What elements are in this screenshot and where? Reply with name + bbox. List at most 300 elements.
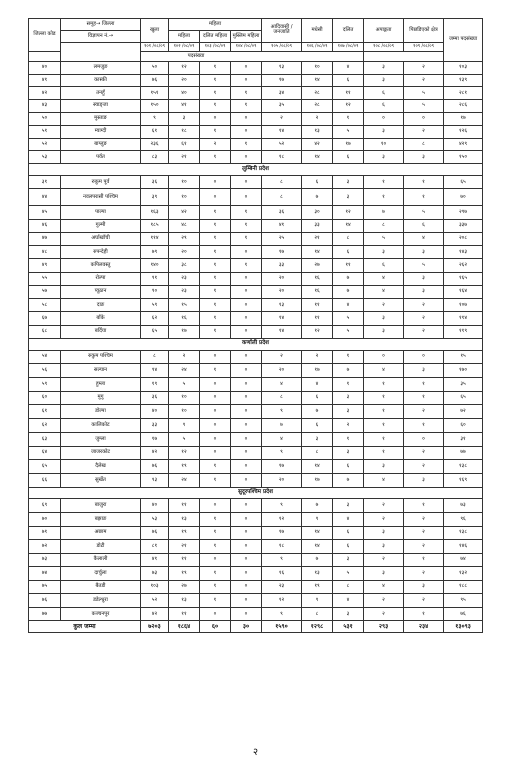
district-code: ६३ bbox=[29, 432, 61, 446]
table-row bbox=[29, 219, 483, 232]
value-cell: ३ bbox=[404, 473, 444, 487]
value-cell: ११ bbox=[333, 259, 364, 272]
table-row bbox=[29, 460, 483, 474]
table-row bbox=[29, 553, 483, 567]
row-total: ७० bbox=[444, 189, 483, 206]
value-cell: १ bbox=[364, 446, 404, 460]
value-cell: ७ bbox=[302, 405, 333, 419]
value-cell: १३ bbox=[302, 125, 333, 138]
value-cell: ० bbox=[231, 325, 262, 338]
value-cell: ० bbox=[200, 350, 231, 364]
col-mahila-group: महिला bbox=[169, 19, 262, 31]
col-district-code: जिल्ला कोड bbox=[29, 19, 61, 52]
table-row bbox=[29, 74, 483, 87]
value-cell: १८५ bbox=[141, 219, 169, 232]
value-cell: १६ bbox=[302, 272, 333, 285]
table-row bbox=[29, 125, 483, 138]
value-cell: ३ bbox=[169, 112, 200, 125]
value-cell: ० bbox=[364, 350, 404, 364]
value-cell: २८ bbox=[302, 100, 333, 113]
value-cell: ३६ bbox=[141, 391, 169, 405]
vig-num: १०९ /०८/०९ bbox=[404, 42, 444, 52]
value-cell: ३ bbox=[404, 580, 444, 594]
table-row bbox=[29, 594, 483, 608]
value-cell: १२ bbox=[302, 325, 333, 338]
total-cell: ६० bbox=[200, 621, 231, 633]
value-cell: १२ bbox=[169, 61, 200, 74]
district-code: ७० bbox=[29, 513, 61, 527]
district-code: ४० bbox=[29, 61, 61, 74]
table-row bbox=[29, 607, 483, 621]
value-cell: २ bbox=[262, 350, 302, 364]
value-cell: ० bbox=[231, 432, 262, 446]
table-row bbox=[29, 312, 483, 325]
value-cell: १ bbox=[364, 378, 404, 392]
row-total: १३८ bbox=[444, 460, 483, 474]
col-muslim-mahila: मुस्लिम महिला bbox=[231, 30, 262, 42]
col-group-district: समूह→ जिल्ला bbox=[61, 19, 141, 31]
row-total: १४३ bbox=[444, 246, 483, 259]
table-row bbox=[29, 446, 483, 460]
value-cell: २ bbox=[404, 325, 444, 338]
row-total: १५० bbox=[444, 151, 483, 164]
value-cell: ५ bbox=[404, 100, 444, 113]
value-cell: ११४ bbox=[141, 232, 169, 245]
value-cell: ३ bbox=[333, 391, 364, 405]
value-cell: २ bbox=[404, 312, 444, 325]
value-cell: ६ bbox=[333, 74, 364, 87]
value-cell: १९ bbox=[169, 526, 200, 540]
row-total: ६५ bbox=[444, 176, 483, 189]
value-cell: १९ bbox=[141, 378, 169, 392]
table-row bbox=[29, 285, 483, 298]
value-cell: ६ bbox=[333, 540, 364, 554]
value-cell: ३४ bbox=[262, 87, 302, 100]
district-name: प्यूठान bbox=[61, 285, 141, 298]
value-cell: ० bbox=[231, 446, 262, 460]
value-cell: ३ bbox=[364, 540, 404, 554]
value-cell: ७६ bbox=[141, 460, 169, 474]
vig-num: १०७ /०८/०९ bbox=[333, 42, 364, 52]
district-code: ६२ bbox=[29, 419, 61, 433]
row-total: १२६ bbox=[444, 125, 483, 138]
value-cell: ७ bbox=[302, 499, 333, 513]
table-row bbox=[29, 419, 483, 433]
value-cell: १ bbox=[200, 285, 231, 298]
value-cell: ६१ bbox=[169, 138, 200, 151]
value-cell: ३ bbox=[364, 125, 404, 138]
value-cell: २ bbox=[404, 526, 444, 540]
value-cell: ० bbox=[231, 405, 262, 419]
vig-num: १०३ /०८/०९ bbox=[200, 42, 231, 52]
value-cell: ९ bbox=[262, 607, 302, 621]
district-code: ६७ bbox=[29, 312, 61, 325]
value-cell: १५० bbox=[141, 100, 169, 113]
value-cell: २८ bbox=[302, 87, 333, 100]
value-cell: ० bbox=[231, 391, 262, 405]
value-cell: ० bbox=[200, 405, 231, 419]
value-cell: १ bbox=[231, 206, 262, 219]
value-cell: ३५ bbox=[262, 100, 302, 113]
value-cell: ७ bbox=[333, 285, 364, 298]
value-cell: ० bbox=[200, 499, 231, 513]
value-cell: ४ bbox=[364, 473, 404, 487]
value-cell: १० bbox=[302, 61, 333, 74]
value-cell: ६ bbox=[302, 419, 333, 433]
value-cell: ७ bbox=[333, 473, 364, 487]
value-cell: १० bbox=[169, 176, 200, 189]
district-name: रुपन्देही bbox=[61, 246, 141, 259]
value-cell: ३ bbox=[364, 246, 404, 259]
district-code: ५७ bbox=[29, 285, 61, 298]
recruitment-table bbox=[28, 18, 483, 633]
value-cell: ९३ bbox=[141, 473, 169, 487]
value-cell: ५२ bbox=[141, 594, 169, 608]
value-cell: ५ bbox=[169, 378, 200, 392]
value-cell: ० bbox=[231, 553, 262, 567]
value-cell: ० bbox=[231, 460, 262, 474]
value-cell: ३३ bbox=[262, 259, 302, 272]
table-row bbox=[29, 378, 483, 392]
value-cell: ९१ bbox=[141, 272, 169, 285]
value-cell: २१ bbox=[169, 540, 200, 554]
district-name: कपिलवस्तु bbox=[61, 259, 141, 272]
value-cell: ० bbox=[231, 419, 262, 433]
table-row bbox=[29, 87, 483, 100]
value-cell: ५ bbox=[404, 206, 444, 219]
district-name: तनहुँ bbox=[61, 87, 141, 100]
value-cell: ६ bbox=[333, 526, 364, 540]
value-cell: ८ bbox=[262, 189, 302, 206]
value-cell: १० bbox=[169, 189, 200, 206]
value-cell: १ bbox=[404, 553, 444, 567]
value-cell: १७ bbox=[302, 364, 333, 378]
value-cell: ११ bbox=[169, 607, 200, 621]
district-name: बाँके bbox=[61, 312, 141, 325]
value-cell: ३ bbox=[364, 61, 404, 74]
value-cell: ६ bbox=[364, 100, 404, 113]
row-total: ६० bbox=[444, 419, 483, 433]
district-name: सल्यान bbox=[61, 364, 141, 378]
value-cell: ७६ bbox=[141, 526, 169, 540]
district-code: ६८ bbox=[29, 325, 61, 338]
district-code: ५१ bbox=[29, 125, 61, 138]
col-apangata: अपाङ्गता bbox=[364, 19, 404, 43]
table-row bbox=[29, 151, 483, 164]
district-code: ४३ bbox=[29, 100, 61, 113]
value-cell: २ bbox=[364, 513, 404, 527]
value-cell: ० bbox=[231, 246, 262, 259]
value-cell: १ bbox=[200, 61, 231, 74]
value-cell: २ bbox=[364, 553, 404, 567]
value-cell: ३ bbox=[404, 364, 444, 378]
value-cell: १७ bbox=[333, 138, 364, 151]
value-cell: ० bbox=[404, 350, 444, 364]
value-cell: २० bbox=[169, 74, 200, 87]
district-name: नवलपरासी पश्चिम bbox=[61, 189, 141, 206]
value-cell: ८३ bbox=[141, 151, 169, 164]
vigyapan-label: विज्ञापन नं.→ bbox=[61, 30, 141, 42]
value-cell: १४ bbox=[302, 540, 333, 554]
value-cell: ३ bbox=[333, 607, 364, 621]
row-total: ७६ bbox=[444, 607, 483, 621]
value-cell: ३३ bbox=[141, 419, 169, 433]
value-cell: ३ bbox=[333, 499, 364, 513]
value-cell: २ bbox=[302, 350, 333, 364]
value-cell: ३ bbox=[333, 176, 364, 189]
value-cell: ८ bbox=[364, 219, 404, 232]
value-cell: १९ bbox=[302, 580, 333, 594]
value-cell: ७ bbox=[364, 206, 404, 219]
vig-num: १०६ /०८/०९ bbox=[302, 42, 333, 52]
value-cell: ५ bbox=[333, 325, 364, 338]
value-cell: ९० bbox=[141, 285, 169, 298]
value-cell: ३ bbox=[364, 526, 404, 540]
value-cell: ३ bbox=[364, 325, 404, 338]
row-total: १६९ bbox=[444, 473, 483, 487]
value-cell: ८ bbox=[262, 176, 302, 189]
value-cell: १० bbox=[169, 405, 200, 419]
value-cell: १ bbox=[404, 189, 444, 206]
col-pichhadiyeko: पिछडिएको क्षेत्र bbox=[404, 19, 444, 43]
value-cell: १४ bbox=[302, 460, 333, 474]
value-cell: १६ bbox=[169, 312, 200, 325]
value-cell: ३ bbox=[333, 553, 364, 567]
value-cell: ३८ bbox=[169, 259, 200, 272]
district-code: ४७ bbox=[29, 232, 61, 245]
value-cell: ४८ bbox=[169, 219, 200, 232]
district-code: ७२ bbox=[29, 540, 61, 554]
district-code: ५२ bbox=[29, 138, 61, 151]
value-cell: ८ bbox=[262, 391, 302, 405]
value-cell: ० bbox=[231, 285, 262, 298]
value-cell: ४२ bbox=[302, 138, 333, 151]
value-cell: २ bbox=[200, 138, 231, 151]
district-code: ७५ bbox=[29, 580, 61, 594]
value-cell: ० bbox=[231, 151, 262, 164]
row-total: ६५ bbox=[444, 391, 483, 405]
row-total: ३५ bbox=[444, 378, 483, 392]
table-row bbox=[29, 567, 483, 581]
row-total: १४६ bbox=[444, 540, 483, 554]
value-cell: ७ bbox=[333, 364, 364, 378]
col-dalit-mahila: दलित महिला bbox=[200, 30, 231, 42]
value-cell: ३ bbox=[333, 189, 364, 206]
value-cell: १४ bbox=[302, 246, 333, 259]
value-cell: २७ bbox=[169, 580, 200, 594]
value-cell: ० bbox=[200, 378, 231, 392]
value-cell: ० bbox=[231, 473, 262, 487]
value-cell: १४ bbox=[262, 312, 302, 325]
value-cell: १ bbox=[200, 364, 231, 378]
row-total: ११४ bbox=[444, 312, 483, 325]
value-cell: २ bbox=[404, 513, 444, 527]
value-cell: ९ bbox=[302, 594, 333, 608]
value-cell: ० bbox=[231, 526, 262, 540]
value-cell: ३ bbox=[333, 405, 364, 419]
table-row bbox=[29, 540, 483, 554]
value-cell: १७ bbox=[262, 526, 302, 540]
value-cell: ८ bbox=[302, 446, 333, 460]
total-cell: १२९८ bbox=[302, 621, 333, 633]
district-name: बझाङ bbox=[61, 513, 141, 527]
value-cell: ४ bbox=[333, 594, 364, 608]
value-cell: ० bbox=[364, 112, 404, 125]
row-total: १५ bbox=[444, 350, 483, 364]
value-cell: ९ bbox=[262, 446, 302, 460]
value-cell: ९ bbox=[262, 499, 302, 513]
value-cell: १३ bbox=[262, 299, 302, 312]
section-karnali: कर्णाली प्रदेश bbox=[29, 338, 483, 350]
value-cell: १४ bbox=[333, 219, 364, 232]
value-cell: १ bbox=[200, 594, 231, 608]
district-code: ४८ bbox=[29, 246, 61, 259]
value-cell: ६ bbox=[364, 259, 404, 272]
district-code: ७३ bbox=[29, 553, 61, 567]
value-cell: ९ bbox=[169, 419, 200, 433]
value-cell: ० bbox=[231, 299, 262, 312]
value-cell: ११ bbox=[302, 299, 333, 312]
table-row bbox=[29, 350, 483, 364]
vig-num: १०५ /०८/०९ bbox=[262, 42, 302, 52]
value-cell: २९ bbox=[169, 232, 200, 245]
row-total: १८८ bbox=[444, 580, 483, 594]
padsankhya-label: पदसंख्या bbox=[29, 52, 364, 62]
value-cell: १७ bbox=[262, 246, 302, 259]
vig-num: १०८ /०८/०९ bbox=[364, 42, 404, 52]
district-code: ७१ bbox=[29, 526, 61, 540]
value-cell: ७३ bbox=[141, 567, 169, 581]
district-code: ४६ bbox=[29, 219, 61, 232]
section-lumbini: लुम्बिनी प्रदेश bbox=[29, 164, 483, 176]
table-row bbox=[29, 325, 483, 338]
value-cell: २ bbox=[302, 112, 333, 125]
value-cell: १४ bbox=[302, 74, 333, 87]
value-cell: ० bbox=[231, 607, 262, 621]
value-cell: ४२ bbox=[141, 446, 169, 460]
value-cell: १ bbox=[231, 259, 262, 272]
value-cell: १ bbox=[200, 151, 231, 164]
district-code: ५८ bbox=[29, 299, 61, 312]
value-cell: ३ bbox=[302, 432, 333, 446]
value-cell: १ bbox=[404, 607, 444, 621]
value-cell: १ bbox=[200, 540, 231, 554]
value-cell: ४ bbox=[364, 580, 404, 594]
value-cell: ० bbox=[200, 607, 231, 621]
value-cell: १४ bbox=[302, 151, 333, 164]
value-cell: ७ bbox=[262, 419, 302, 433]
value-cell: १४ bbox=[302, 526, 333, 540]
row-total: १३८ bbox=[444, 526, 483, 540]
district-code: ६१ bbox=[29, 405, 61, 419]
table-row bbox=[29, 259, 483, 272]
value-cell: १ bbox=[200, 259, 231, 272]
row-total: १७ bbox=[444, 112, 483, 125]
value-cell: ४ bbox=[364, 285, 404, 298]
value-cell: १ bbox=[200, 272, 231, 285]
total-row bbox=[29, 621, 483, 633]
row-total: ७७ bbox=[444, 446, 483, 460]
value-cell: ४१ bbox=[262, 219, 302, 232]
district-name: मुस्ताङ bbox=[61, 112, 141, 125]
value-cell: २३ bbox=[169, 272, 200, 285]
district-name: स्याङ्जा bbox=[61, 100, 141, 113]
value-cell: ३ bbox=[364, 151, 404, 164]
value-cell: ४१ bbox=[169, 100, 200, 113]
district-name: म्याग्दी bbox=[61, 125, 141, 138]
district-code: ६९ bbox=[29, 499, 61, 513]
district-name: कैलाली bbox=[61, 553, 141, 567]
value-cell: ८ bbox=[302, 607, 333, 621]
table-row bbox=[29, 499, 483, 513]
value-cell: २० bbox=[262, 272, 302, 285]
value-cell: ३६ bbox=[262, 206, 302, 219]
value-cell: ११ bbox=[333, 87, 364, 100]
value-cell: ० bbox=[231, 176, 262, 189]
district-name: दार्चुला bbox=[61, 567, 141, 581]
table-row bbox=[29, 176, 483, 189]
district-name: डडेल्धुरा bbox=[61, 594, 141, 608]
value-cell: ० bbox=[200, 112, 231, 125]
value-cell: ५ bbox=[333, 312, 364, 325]
col-adivasi: आदिवासी / जनजाति bbox=[262, 19, 302, 43]
value-cell: ७९ bbox=[141, 246, 169, 259]
value-cell: १८ bbox=[262, 151, 302, 164]
value-cell: १ bbox=[364, 391, 404, 405]
table-row bbox=[29, 112, 483, 125]
value-cell: १३ bbox=[169, 594, 200, 608]
value-cell: १५१ bbox=[141, 87, 169, 100]
value-cell: ० bbox=[404, 432, 444, 446]
table-row bbox=[29, 405, 483, 419]
table-row bbox=[29, 432, 483, 446]
value-cell: २ bbox=[404, 460, 444, 474]
value-cell: ३ bbox=[404, 151, 444, 164]
value-cell: १६३ bbox=[141, 206, 169, 219]
district-code: ३१ bbox=[29, 176, 61, 189]
row-total: १६४ bbox=[444, 285, 483, 298]
district-code: ४५ bbox=[29, 206, 61, 219]
table-row bbox=[29, 364, 483, 378]
value-cell: ३ bbox=[333, 446, 364, 460]
district-name: गुल्मी bbox=[61, 219, 141, 232]
value-cell: ४० bbox=[141, 499, 169, 513]
value-cell: १ bbox=[200, 246, 231, 259]
value-cell: ० bbox=[200, 176, 231, 189]
value-cell: ३३ bbox=[302, 219, 333, 232]
value-cell: ३ bbox=[364, 567, 404, 581]
value-cell: २ bbox=[364, 299, 404, 312]
row-total: २६२ bbox=[444, 259, 483, 272]
row-total: ९६ bbox=[444, 513, 483, 527]
value-cell: १०३ bbox=[141, 580, 169, 594]
row-total: १३९ bbox=[444, 74, 483, 87]
value-cell: १ bbox=[231, 100, 262, 113]
district-code: ४९ bbox=[29, 259, 61, 272]
value-cell: ० bbox=[231, 567, 262, 581]
value-cell: ४ bbox=[302, 378, 333, 392]
value-cell: १ bbox=[333, 378, 364, 392]
value-cell: ३ bbox=[364, 312, 404, 325]
value-cell: १ bbox=[364, 432, 404, 446]
table-row bbox=[29, 513, 483, 527]
district-name: मुगु bbox=[61, 391, 141, 405]
district-name: रुकुम पूर्व bbox=[61, 176, 141, 189]
value-cell: १४ bbox=[262, 325, 302, 338]
table-row bbox=[29, 391, 483, 405]
value-cell: ९ bbox=[302, 513, 333, 527]
district-name: पर्वत bbox=[61, 151, 141, 164]
